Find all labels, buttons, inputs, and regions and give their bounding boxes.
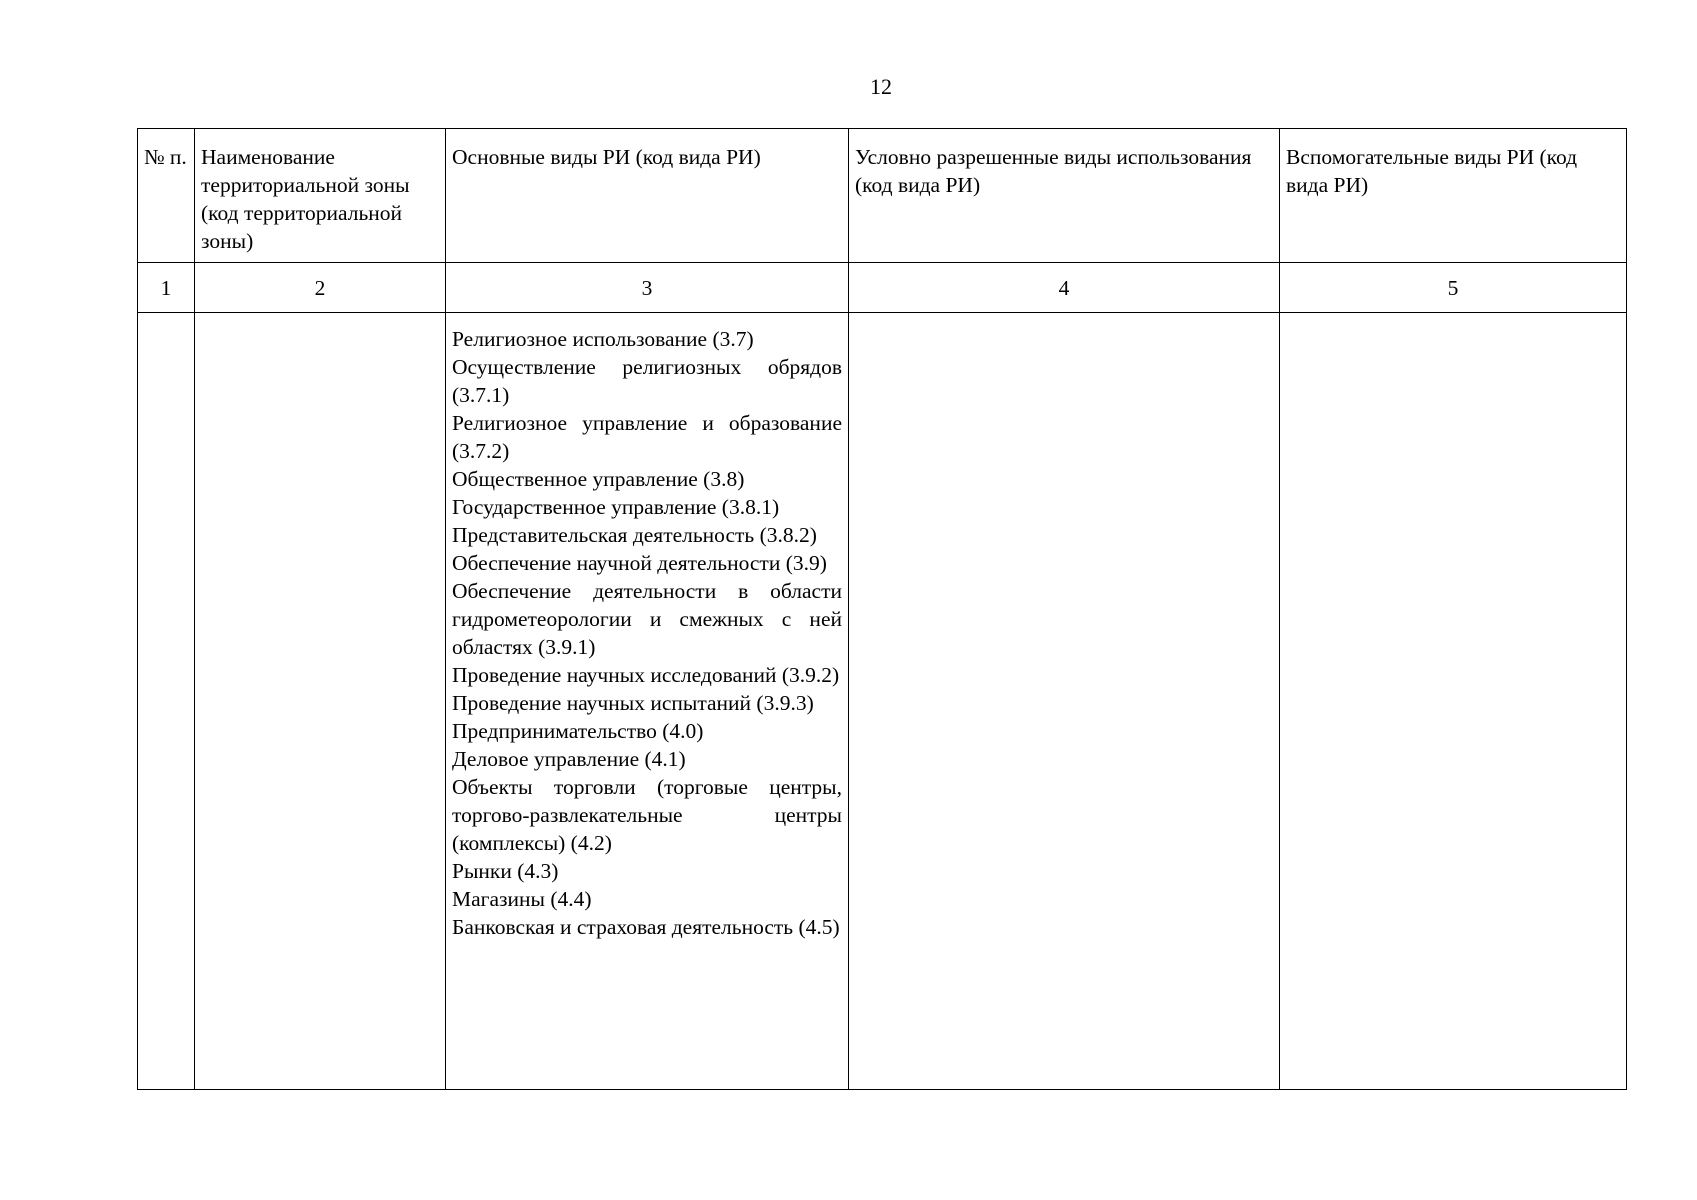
header-main-uses-label: Основные виды РИ (код вида РИ) bbox=[452, 145, 761, 169]
main-use-item: Предпринимательство (4.0) bbox=[452, 719, 704, 743]
table-header-row bbox=[138, 129, 1627, 263]
header-auxiliary-uses-label: Вспомогательные виды РИ (код вида РИ) bbox=[1286, 145, 1578, 197]
main-use-item: Обеспечение научной деятельности (3.9) bbox=[452, 551, 827, 575]
main-use-item: Магазины (4.4) bbox=[452, 887, 592, 911]
main-use-item: Банковская и страховая деятельность (4.5) bbox=[452, 915, 840, 939]
main-use-item: Осуществление религиозных обрядов (3.7.1) bbox=[452, 355, 842, 407]
column-numbers-row bbox=[138, 263, 1627, 313]
header-cell-number bbox=[138, 129, 195, 263]
column-number-2: 2 bbox=[195, 263, 446, 313]
main-use-item: Проведение научных испытаний (3.9.3) bbox=[452, 691, 814, 715]
main-use-item: Проведение научных исследований (3.9.2) bbox=[452, 663, 840, 687]
main-use-item: Государственное управление (3.8.1) bbox=[452, 495, 780, 519]
page-number: 12 bbox=[870, 74, 892, 99]
header-cell-zone-name bbox=[195, 129, 446, 263]
header-zone-name-label: Наименование территориальной зоны (код территориальной зоны) bbox=[201, 145, 410, 253]
zone-name-cell bbox=[195, 313, 446, 1090]
header-cell-main-uses bbox=[446, 129, 849, 263]
main-use-item: Объекты торговли (торговые центры, торгово-развлекательные центры (комплексы) (4.2) bbox=[452, 775, 842, 855]
main-use-item: Представительская деятельность (3.8.2) bbox=[452, 523, 817, 547]
column-number-3: 3 bbox=[446, 263, 849, 313]
column-number-1: 1 bbox=[138, 263, 195, 313]
header-conditional-uses-label: Условно разрешенные виды использования (код вида РИ) bbox=[855, 145, 1252, 197]
conditional-uses-cell bbox=[849, 313, 1280, 1090]
main-uses-cell bbox=[446, 313, 849, 1090]
main-use-item: Общественное управление (3.8) bbox=[452, 467, 745, 491]
column-number-4: 4 bbox=[849, 263, 1280, 313]
main-use-item: Обеспечение деятельности в области гидрометеорологии и смежных с ней областях (3.9.1) bbox=[452, 579, 842, 659]
table-row bbox=[138, 313, 1627, 1090]
row-number-cell bbox=[138, 313, 195, 1090]
column-number-5: 5 bbox=[1280, 263, 1627, 313]
main-use-item: Рынки (4.3) bbox=[452, 859, 559, 883]
header-number-label: № п. bbox=[144, 145, 187, 169]
main-use-item: Религиозное использование (3.7) bbox=[452, 327, 754, 351]
header-cell-auxiliary-uses bbox=[1280, 129, 1627, 263]
header-cell-conditional-uses bbox=[849, 129, 1280, 263]
main-use-item: Религиозное управление и образование (3.7.2) bbox=[452, 411, 842, 463]
auxiliary-uses-cell bbox=[1280, 313, 1627, 1090]
main-use-item: Деловое управление (4.1) bbox=[452, 747, 686, 771]
zoning-table bbox=[137, 128, 1627, 1090]
